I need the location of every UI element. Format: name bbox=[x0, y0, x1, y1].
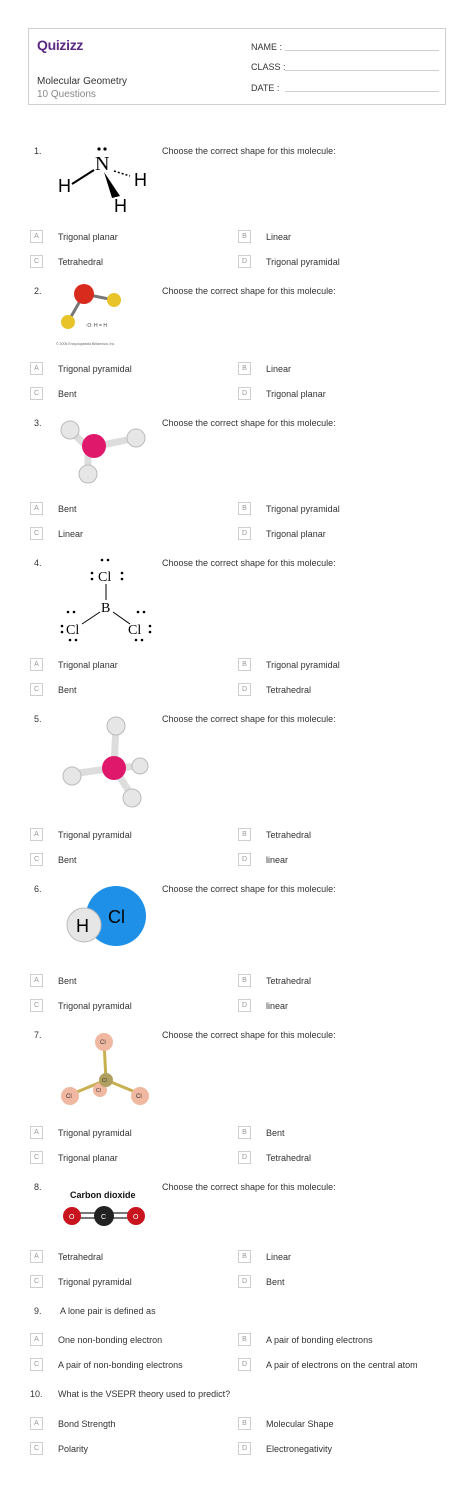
option-b[interactable]: Trigonal pyramidal bbox=[266, 660, 340, 670]
option-letter-d[interactable]: D bbox=[238, 999, 251, 1012]
cl-atom-label: Cl bbox=[98, 570, 112, 585]
option-letter-c[interactable]: C bbox=[30, 1358, 43, 1371]
option-a[interactable]: Trigonal pyramidal bbox=[58, 364, 132, 374]
option-c[interactable]: Polarity bbox=[58, 1444, 89, 1454]
option-letter-b[interactable]: B bbox=[238, 1250, 251, 1263]
class-label: CLASS : bbox=[251, 62, 286, 72]
option-b[interactable]: Linear bbox=[266, 232, 292, 242]
option-c[interactable]: Linear bbox=[58, 529, 84, 539]
cl-atom-label: Cl bbox=[136, 1094, 142, 1100]
option-b[interactable]: Tetrahedral bbox=[266, 976, 312, 986]
option-letter-d[interactable]: D bbox=[238, 1358, 251, 1371]
date-field[interactable] bbox=[251, 83, 439, 93]
question-number: 1. bbox=[34, 146, 42, 156]
option-letter-b[interactable]: B bbox=[238, 1126, 251, 1139]
question-number: 9. bbox=[34, 1306, 42, 1316]
option-letter-a[interactable]: A bbox=[30, 974, 43, 987]
option-letter-c[interactable]: C bbox=[30, 255, 43, 268]
option-b[interactable]: Bent bbox=[266, 1128, 285, 1138]
methane-ball-model-figure bbox=[58, 712, 158, 812]
ammonia-ball-model-figure bbox=[58, 416, 158, 486]
option-letter-a[interactable]: A bbox=[30, 1250, 43, 1263]
option-letter-d[interactable]: D bbox=[238, 1275, 251, 1288]
name-field[interactable] bbox=[251, 42, 439, 52]
boron-trichloride-lewis-figure bbox=[56, 556, 156, 644]
option-b[interactable]: Linear bbox=[266, 364, 292, 374]
option-letter-c[interactable]: C bbox=[30, 1151, 43, 1164]
worksheet-title: Molecular Geometry bbox=[37, 76, 128, 87]
figure-caption: © 2006 Encyclopaedia Britannica, Inc. bbox=[56, 342, 116, 346]
option-a[interactable]: Bond Strength bbox=[58, 1419, 116, 1429]
option-d[interactable]: Bent bbox=[266, 1277, 285, 1287]
question-prompt: Choose the correct shape for this molecule: bbox=[162, 1030, 336, 1040]
option-letter-a[interactable]: A bbox=[30, 1417, 43, 1430]
option-c[interactable]: Tetrahedral bbox=[58, 257, 104, 267]
class-field[interactable] bbox=[251, 62, 439, 72]
option-c[interactable]: Trigonal pyramidal bbox=[58, 1001, 132, 1011]
option-letter-b[interactable]: B bbox=[238, 502, 251, 515]
option-letter-b[interactable]: B bbox=[238, 658, 251, 671]
question-prompt: Choose the correct shape for this molecule: bbox=[162, 1182, 336, 1192]
option-c[interactable]: A pair of non-bonding electrons bbox=[58, 1360, 183, 1370]
option-letter-a[interactable]: A bbox=[30, 362, 43, 375]
question-number: 2. bbox=[34, 286, 42, 296]
option-a[interactable]: Tetrahedral bbox=[58, 1252, 104, 1262]
h-atom-label: H bbox=[76, 916, 89, 936]
option-letter-d[interactable]: D bbox=[238, 527, 251, 540]
b-atom-label: B bbox=[101, 601, 111, 616]
option-d[interactable]: Tetrahedral bbox=[266, 685, 312, 695]
hydrogen-chloride-model-figure bbox=[64, 880, 148, 952]
question-count: 10 Questions bbox=[37, 89, 96, 100]
cl-atom-label: Cl bbox=[128, 623, 142, 638]
cl-atom-label: Cl bbox=[100, 1040, 106, 1046]
question-prompt: What is the VSEPR theory used to predict? bbox=[58, 1389, 231, 1399]
name-label: NAME : bbox=[251, 42, 283, 52]
question-prompt: Choose the correct shape for this molecule: bbox=[162, 558, 336, 568]
option-letter-a[interactable]: A bbox=[30, 1333, 43, 1346]
h-atom-label: H bbox=[134, 170, 147, 190]
option-d[interactable]: Trigonal planar bbox=[266, 529, 326, 539]
option-letter-c[interactable]: C bbox=[30, 999, 43, 1012]
option-letter-d[interactable]: D bbox=[238, 255, 251, 268]
formula-text: :O: H = H bbox=[86, 323, 107, 329]
option-b[interactable]: Molecular Shape bbox=[266, 1419, 334, 1429]
option-letter-c[interactable]: C bbox=[30, 527, 43, 540]
option-d[interactable]: Trigonal planar bbox=[266, 389, 326, 399]
option-letter-b[interactable]: B bbox=[238, 230, 251, 243]
option-letter-b[interactable]: B bbox=[238, 362, 251, 375]
option-b[interactable]: Trigonal pyramidal bbox=[266, 504, 340, 514]
o-atom-label: O bbox=[133, 1214, 139, 1221]
option-letter-b[interactable]: B bbox=[238, 1417, 251, 1430]
option-d[interactable]: Tetrahedral bbox=[266, 1153, 312, 1163]
sulfur-dioxide-model-figure bbox=[56, 282, 156, 348]
question-prompt: Choose the correct shape for this molecule: bbox=[162, 146, 336, 156]
c-atom-label: C bbox=[101, 1214, 107, 1221]
option-letter-c[interactable]: C bbox=[30, 1275, 43, 1288]
option-letter-d[interactable]: D bbox=[238, 387, 251, 400]
option-letter-d[interactable]: D bbox=[238, 1151, 251, 1164]
option-a[interactable]: Bent bbox=[58, 976, 77, 986]
option-a[interactable]: Bent bbox=[58, 504, 77, 514]
option-letter-a[interactable]: A bbox=[30, 658, 43, 671]
option-d[interactable]: Electronegativity bbox=[266, 1444, 333, 1454]
quizizz-logo: Quizizz bbox=[37, 37, 84, 53]
question-number: 7. bbox=[34, 1030, 42, 1040]
option-letter-c[interactable]: C bbox=[30, 853, 43, 866]
option-a[interactable]: Trigonal planar bbox=[58, 232, 118, 242]
question-prompt: Choose the correct shape for this molecule: bbox=[162, 714, 336, 724]
molecule-title: Carbon dioxide bbox=[70, 1190, 136, 1200]
option-letter-c[interactable]: C bbox=[30, 683, 43, 696]
question-number: 8. bbox=[34, 1182, 42, 1192]
question-number: 3. bbox=[34, 418, 42, 428]
option-b[interactable]: A pair of bonding electrons bbox=[266, 1335, 373, 1345]
cl-atom-label: Cl bbox=[108, 907, 125, 927]
option-letter-d[interactable]: D bbox=[238, 853, 251, 866]
carbon-tetrachloride-model-figure bbox=[56, 1030, 156, 1114]
option-letter-a[interactable]: A bbox=[30, 230, 43, 243]
option-letter-c[interactable]: C bbox=[30, 387, 43, 400]
option-b[interactable]: Linear bbox=[266, 1252, 292, 1262]
option-c[interactable]: Trigonal pyramidal bbox=[58, 1277, 132, 1287]
option-letter-b[interactable]: B bbox=[238, 1333, 251, 1346]
question-number: 6. bbox=[34, 884, 42, 894]
date-label: DATE : bbox=[251, 83, 280, 93]
option-c[interactable]: Trigonal planar bbox=[58, 1153, 118, 1163]
option-letter-b[interactable]: B bbox=[238, 828, 251, 841]
option-d[interactable]: linear bbox=[266, 1001, 289, 1011]
carbon-dioxide-model-figure bbox=[58, 1184, 158, 1234]
question-prompt: A lone pair is defined as bbox=[60, 1306, 156, 1316]
question-prompt: Choose the correct shape for this molecule: bbox=[162, 418, 336, 428]
cl-atom-label: Cl bbox=[66, 623, 80, 638]
option-b[interactable]: Tetrahedral bbox=[266, 830, 312, 840]
option-d[interactable]: Trigonal pyramidal bbox=[266, 257, 340, 267]
o-atom-label: O bbox=[69, 1214, 75, 1221]
h-atom-label: H bbox=[58, 176, 71, 196]
option-c[interactable]: Bent bbox=[58, 685, 77, 695]
option-a[interactable]: Trigonal pyramidal bbox=[58, 1128, 132, 1138]
option-letter-d[interactable]: D bbox=[238, 683, 251, 696]
option-c[interactable]: Bent bbox=[58, 855, 77, 865]
question-number: 5. bbox=[34, 714, 42, 724]
option-a[interactable]: One non-bonding electron bbox=[58, 1335, 163, 1345]
option-a[interactable]: Trigonal planar bbox=[58, 660, 118, 670]
option-letter-b[interactable]: B bbox=[238, 974, 251, 987]
question-number: 4. bbox=[34, 558, 42, 568]
option-c[interactable]: Bent bbox=[58, 389, 77, 399]
option-letter-a[interactable]: A bbox=[30, 1126, 43, 1139]
n-atom-label: N bbox=[95, 153, 110, 175]
ammonia-lewis-figure bbox=[50, 140, 160, 220]
h-atom-label: H bbox=[114, 196, 127, 216]
option-letter-d[interactable]: D bbox=[238, 1442, 251, 1455]
option-d[interactable]: linear bbox=[266, 855, 289, 865]
cl-atom-label: Cl bbox=[96, 1088, 101, 1094]
option-letter-a[interactable]: A bbox=[30, 828, 43, 841]
cl-atom-label: Cl bbox=[102, 1078, 107, 1084]
cl-atom-label: Cl bbox=[66, 1094, 72, 1100]
option-a[interactable]: Trigonal pyramidal bbox=[58, 830, 132, 840]
option-letter-a[interactable]: A bbox=[30, 502, 43, 515]
option-letter-c[interactable]: C bbox=[30, 1442, 43, 1455]
question-number: 10. bbox=[30, 1389, 43, 1399]
question-prompt: Choose the correct shape for this molecule: bbox=[162, 884, 336, 894]
worksheet-header bbox=[28, 28, 446, 105]
question-prompt: Choose the correct shape for this molecule: bbox=[162, 286, 336, 296]
option-d[interactable]: A pair of electrons on the central atom bbox=[266, 1360, 418, 1370]
